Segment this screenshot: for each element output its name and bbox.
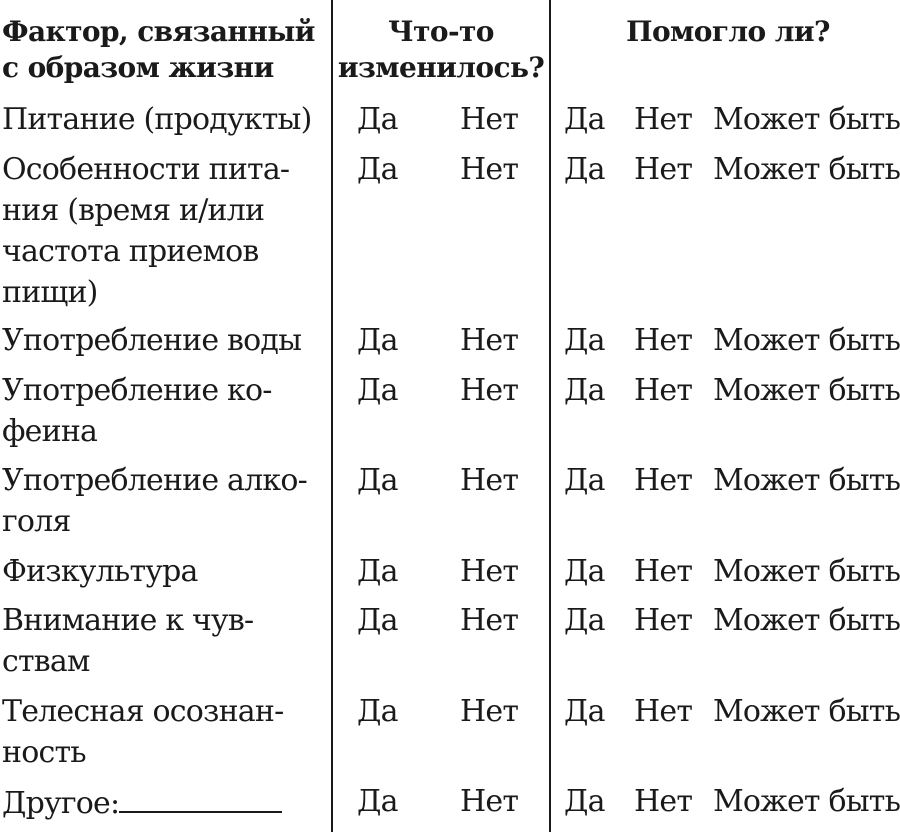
- factor-label-line: ствам: [2, 644, 90, 679]
- helped-yes-option[interactable]: Да: [564, 373, 605, 408]
- helped-yes-option[interactable]: Да: [564, 102, 605, 137]
- helped-no-option[interactable]: Нет: [634, 463, 693, 498]
- factor-label-line: частота приемов: [2, 234, 259, 269]
- helped-no-option[interactable]: Нет: [634, 603, 693, 638]
- other-blank-line[interactable]: [119, 781, 282, 813]
- helped-maybe-option[interactable]: Может быть: [713, 323, 900, 358]
- factor-label-line: Употребление алко-: [2, 463, 307, 498]
- factor-label-line: Употребление ко-: [2, 373, 272, 408]
- changed-no-option[interactable]: Нет: [460, 694, 519, 729]
- factor-label-line: Другое:: [2, 781, 327, 824]
- helped-no-option[interactable]: Нет: [634, 323, 693, 358]
- changed-no-option[interactable]: Нет: [460, 373, 519, 408]
- changed-no-option[interactable]: Нет: [460, 152, 519, 187]
- factor-label: [2, 460, 327, 542]
- changed-no-option[interactable]: Нет: [460, 323, 519, 358]
- factor-label-line: ность: [2, 735, 86, 770]
- changed-yes-option[interactable]: Да: [357, 554, 398, 589]
- helped-maybe-option[interactable]: Может быть: [713, 603, 900, 638]
- factor-label-line: Телесная осознан-: [2, 694, 284, 729]
- helped-yes-option[interactable]: Да: [564, 694, 605, 729]
- factor-label-line: Физкультура: [2, 554, 198, 589]
- helped-maybe-option[interactable]: Может быть: [713, 152, 900, 187]
- helped-yes-option[interactable]: Да: [564, 784, 605, 819]
- changed-yes-option[interactable]: Да: [357, 784, 398, 819]
- changed-yes-option[interactable]: Да: [357, 463, 398, 498]
- header-changed-line2: изменилось?: [337, 51, 545, 84]
- column-divider-2: [549, 0, 551, 832]
- helped-maybe-option[interactable]: Может быть: [713, 102, 900, 137]
- factor-label: [2, 691, 327, 773]
- factor-label-line: Внимание к чув-: [2, 603, 254, 638]
- helped-yes-option[interactable]: Да: [564, 323, 605, 358]
- helped-no-option[interactable]: Нет: [634, 694, 693, 729]
- factor-label-line: голя: [2, 504, 71, 539]
- factor-label-line: Употребление воды: [2, 323, 302, 358]
- factor-label: [2, 320, 327, 361]
- changed-no-option[interactable]: Нет: [460, 554, 519, 589]
- helped-maybe-option[interactable]: Может быть: [713, 373, 900, 408]
- factor-label: [2, 551, 327, 592]
- column-divider-1: [331, 0, 333, 832]
- factor-label-line: феина: [2, 414, 98, 449]
- factor-label: [2, 149, 327, 313]
- factor-label-line: пищи): [2, 275, 98, 310]
- factor-label-line: Особенности пита-: [2, 152, 290, 187]
- factor-label: [2, 600, 327, 682]
- helped-maybe-option[interactable]: Может быть: [713, 784, 900, 819]
- helped-yes-option[interactable]: Да: [564, 152, 605, 187]
- changed-yes-option[interactable]: Да: [357, 603, 398, 638]
- helped-no-option[interactable]: Нет: [634, 784, 693, 819]
- helped-no-option[interactable]: Нет: [634, 554, 693, 589]
- changed-yes-option[interactable]: Да: [357, 152, 398, 187]
- helped-maybe-option[interactable]: Может быть: [713, 554, 900, 589]
- changed-yes-option[interactable]: Да: [357, 323, 398, 358]
- helped-yes-option[interactable]: Да: [564, 603, 605, 638]
- factor-label: [2, 99, 327, 140]
- factor-label: [2, 781, 327, 824]
- header-factor-line1: Фактор, связанный: [2, 15, 315, 48]
- header-helped: Помогло ли?: [626, 15, 830, 48]
- header-factor-line2: с образом жизни: [2, 51, 274, 84]
- helped-yes-option[interactable]: Да: [564, 463, 605, 498]
- helped-no-option[interactable]: Нет: [634, 373, 693, 408]
- factor-label-line: Питание (продукты): [2, 102, 312, 137]
- helped-maybe-option[interactable]: Может быть: [713, 694, 900, 729]
- factor-label-line: ния (время и/или: [2, 193, 265, 228]
- helped-maybe-option[interactable]: Может быть: [713, 463, 900, 498]
- changed-no-option[interactable]: Нет: [460, 102, 519, 137]
- changed-yes-option[interactable]: Да: [357, 694, 398, 729]
- changed-no-option[interactable]: Нет: [460, 784, 519, 819]
- header-factor: [2, 14, 315, 86]
- helped-no-option[interactable]: Нет: [634, 102, 693, 137]
- factor-label: [2, 370, 327, 452]
- helped-no-option[interactable]: Нет: [634, 152, 693, 187]
- changed-yes-option[interactable]: Да: [357, 373, 398, 408]
- changed-no-option[interactable]: Нет: [460, 603, 519, 638]
- header-changed-line1: Что-то: [388, 15, 494, 48]
- helped-yes-option[interactable]: Да: [564, 554, 605, 589]
- changed-no-option[interactable]: Нет: [460, 463, 519, 498]
- changed-yes-option[interactable]: Да: [357, 102, 398, 137]
- header-changed: [336, 14, 546, 86]
